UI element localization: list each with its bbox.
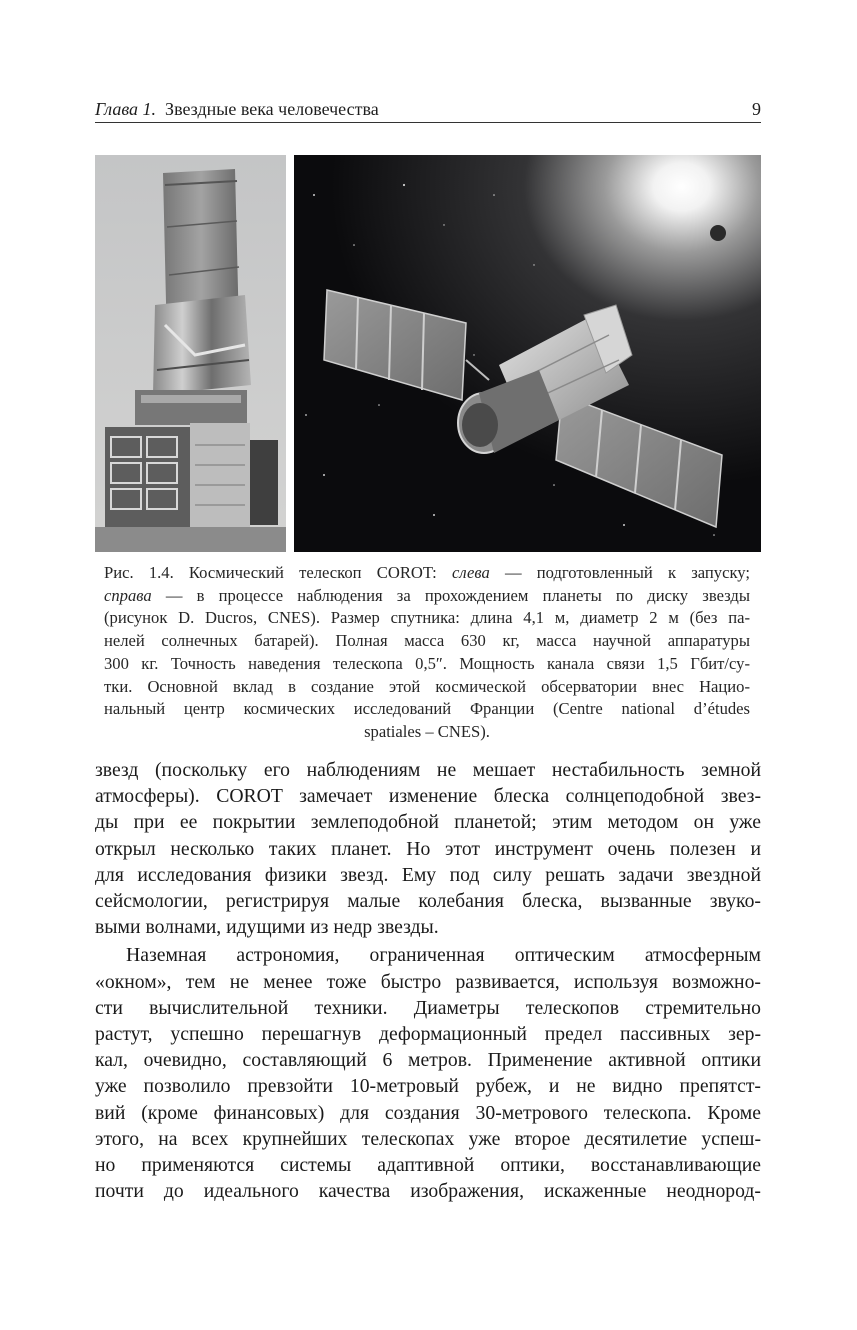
paragraph-1-line: атмосферы). COROT замечает изменение блеска солнцеподобной звез- (95, 785, 761, 808)
caption-text: — в процессе наблюдения за прохождением планеты по диску звезды (151, 585, 750, 605)
page-number: 9 (752, 99, 761, 119)
caption-line (104, 585, 750, 608)
paragraph-2-line: но применяются системы адаптивной оптики, восстанавливающие (95, 1154, 761, 1177)
caption-line: нальный центр космических исследований Франции (Centre national d’études (104, 699, 750, 719)
chapter-heading (95, 96, 379, 122)
paragraph-1-line: выми волнами, идущими из недр звезды. (95, 916, 439, 939)
paragraph-2-line: сти вычислительной техники. Диаметры телескопов стремительно (95, 996, 761, 1019)
chapter-title: Звездные века человечества (165, 99, 379, 119)
caption-line (104, 562, 750, 585)
caption-line: (рисунок D. Ducros, CNES). Размер спутника: длина 4,1 м, диаметр 2 м (без па- (104, 608, 750, 628)
paragraph-2-line: Наземная астрономия, ограниченная оптическим атмосферным (126, 944, 761, 967)
paragraph-2-line: почти до идеального качества изображения, искаженные неоднород- (95, 1180, 761, 1203)
paragraph-1-line: ды при ее покрытии землеподобной планетой; этим методом он уже (95, 811, 761, 834)
caption-line: 300 кг. Точность наведения телескопа 0,5″. Мощность канала связи 1,5 Гбит/су- (104, 653, 750, 673)
figure-right-illustration (294, 155, 761, 552)
paragraph-2-line: этого, на всех крупнейших телескопах уже второе десятилетие успеш- (95, 1127, 761, 1150)
caption-italic: справа (104, 585, 152, 605)
figure-caption (104, 562, 750, 744)
caption-italic: слева (452, 563, 490, 582)
chapter-label: Глава 1. (95, 99, 157, 119)
paragraph-1-line: для исследования физики звезд. Ему под силу решать задачи звездной (95, 863, 761, 886)
paragraph-2-line: кал, очевидно, составляющий 6 метров. Применение активной оптики (95, 1049, 761, 1072)
paragraph-1-line: открыл несколько таких планет. Но этот инструмент очень полезен и (95, 837, 761, 860)
caption-line: тки. Основной вклад в создание этой космической обсерватории внес Нацио- (104, 676, 750, 696)
running-header (95, 96, 761, 123)
paragraph-2-line: уже позволило превзойти 10-метровый рубеж, и не видно препятст- (95, 1075, 761, 1098)
caption-line: spatiales – CNES). (364, 721, 490, 741)
body-text (95, 757, 761, 1204)
figure-left-photo (95, 155, 286, 552)
paragraph-2-line: вий (кроме финансовых) для создания 30-метрового телескопа. Кроме (95, 1101, 761, 1124)
caption-text: Рис. 1.4. Космический телескоп COROT: (104, 563, 452, 582)
paragraph-1-line: сейсмологии, регистрируя малые колебания блеска, вызванные звуко- (95, 890, 761, 913)
caption-text: — подготовленный к запуску; (489, 563, 750, 582)
paragraph-1-line: звезд (поскольку его наблюдениям не мешает нестабильность земной (95, 759, 761, 781)
paragraph-2-line: растут, успешно перешагнув деформационный предел пассивных зер- (95, 1023, 761, 1046)
paragraph-2-line: «окном», тем не менее тоже быстро развивается, используя возможно- (95, 970, 761, 993)
caption-line: нелей солнечных батарей). Полная масса 630 кг, масса научной аппаратуры (104, 631, 750, 651)
